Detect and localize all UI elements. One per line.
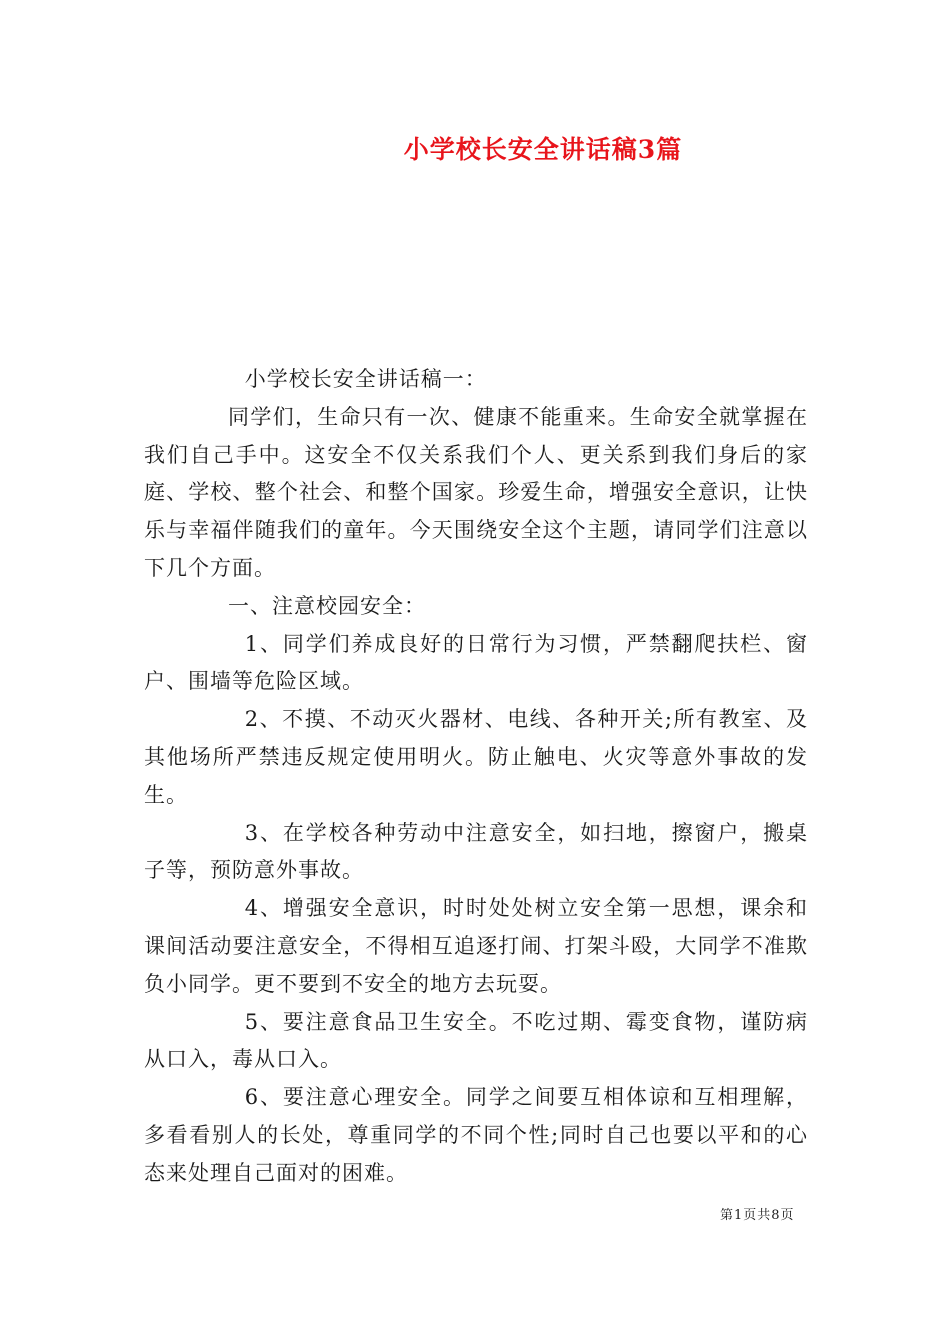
list-item: 1、同学们养成良好的日常行为习惯，严禁翻爬扶栏、窗户、围墙等危险区域。 (144, 631, 808, 694)
list-item: 2、不摸、不动灭火器材、电线、各种开关;所有教室、及其他场所严禁违反规定使用明火。防止触电、火灾等意外事故的发生。 (144, 707, 808, 807)
intro-paragraph: 同学们，生命只有一次、健康不能重来。生命安全就掌握在我们自己手中。这安全不仅关系我们个人、更关系到我们身后的家庭、学校、整个社会、和整个国家。珍爱生命，增强安全意识，让快乐与幸福伴随我们的童年。今天围绕安全这个主题，请同学们注意以下几个方面。 (144, 404, 808, 580)
list-item: 6、要注意心理安全。同学之间要互相体谅和互相理解，多看看别人的长处，尊重同学的不同个性;同时自己也要以平和的心态来处理自己面对的困难。 (144, 1085, 808, 1185)
section-heading: 一、注意校园安全： (228, 593, 426, 618)
list-item: 3、在学校各种劳动中注意安全，如扫地，擦窗户，搬桌子等，预防意外事故。 (144, 820, 808, 883)
speech-heading: 小学校长安全讲话稿一： (244, 367, 487, 391)
page-number-footer: 第1页共8页 (720, 1208, 795, 1223)
list-item: 4、增强安全意识，时时处处树立安全第一思想，课余和课间活动要注意安全，不得相互追逐打闹、打架斗殴，大同学不准欺负小同学。更不要到不安全的地方去玩耍。 (144, 896, 808, 996)
document-body (144, 361, 808, 1193)
page-title: 小学校长安全讲话稿3篇 (403, 135, 683, 164)
list-item: 5、要注意食品卫生安全。不吃过期、霉变食物，谨防病从口入，毒从口入。 (144, 1009, 808, 1072)
